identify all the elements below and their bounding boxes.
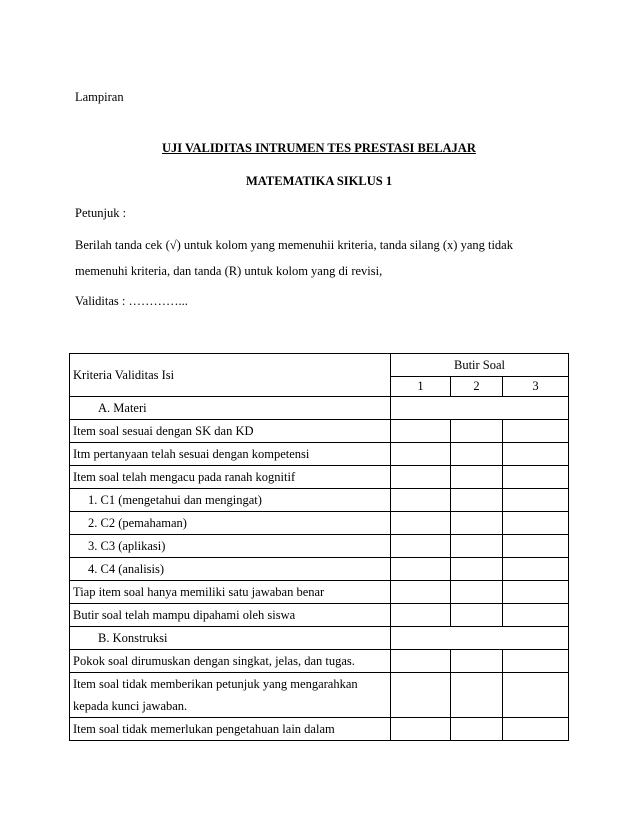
check-cell: [451, 673, 503, 718]
section-a-row: [70, 397, 569, 420]
table-row: [70, 535, 569, 558]
butir-soal-header: Butir Soal: [391, 354, 569, 377]
criteria-cell: Item soal sesuai dengan SK dan KD: [70, 420, 391, 443]
instruction-line-1: Berilah tanda cek (√) untuk kolom yang memenuhii kriteria, tanda silang (x) yang tidak: [75, 238, 513, 252]
check-cell: [391, 489, 451, 512]
sub-item-cell: 4. C4 (analisis): [70, 558, 391, 581]
instruction-line-2: memenuhi kriteria, dan tanda (R) untuk kolom yang di revisi,: [75, 264, 383, 278]
check-cell: [391, 650, 451, 673]
check-cell: [503, 650, 569, 673]
table-row: [70, 673, 569, 718]
check-cell: [391, 466, 451, 489]
check-cell: [503, 489, 569, 512]
butir-number-3: 3: [503, 377, 569, 397]
criteria-cell: Item soal telah mengacu pada ranah kognitif: [70, 466, 391, 489]
check-cell: [391, 718, 451, 741]
check-cell: [391, 604, 451, 627]
check-cell: [503, 512, 569, 535]
check-cell: [451, 489, 503, 512]
section-b-empty: [391, 627, 569, 650]
check-cell: [451, 466, 503, 489]
sub-item-cell: 1. C1 (mengetahui dan mengingat): [70, 489, 391, 512]
check-cell: [451, 420, 503, 443]
check-cell: [503, 581, 569, 604]
sub-item-cell: 3. C3 (aplikasi): [70, 535, 391, 558]
check-cell: [391, 512, 451, 535]
check-cell: [503, 466, 569, 489]
table-row: [70, 650, 569, 673]
section-a-empty: [391, 397, 569, 420]
table-row: [70, 466, 569, 489]
table-row: [70, 558, 569, 581]
petunjuk-label: Petunjuk :: [75, 206, 127, 220]
check-cell: [451, 604, 503, 627]
check-cell: [503, 420, 569, 443]
check-cell: [503, 718, 569, 741]
check-cell: [391, 443, 451, 466]
check-cell: [451, 581, 503, 604]
criteria-line-2: kepada kunci jawaban.: [73, 699, 188, 713]
lampiran-label: Lampiran: [75, 90, 124, 104]
criteria-cell: Itm pertanyaan telah sesuai dengan kompetensi: [70, 443, 391, 466]
section-b-label: B. Konstruksi: [70, 627, 391, 650]
table-row: [70, 443, 569, 466]
section-a-label: A. Materi: [70, 397, 391, 420]
check-cell: [451, 650, 503, 673]
check-cell: [451, 718, 503, 741]
check-cell: [391, 535, 451, 558]
criteria-column-header: Kriteria Validitas Isi: [70, 354, 391, 397]
check-cell: [451, 443, 503, 466]
check-cell: [451, 535, 503, 558]
check-cell: [391, 581, 451, 604]
butir-number-2: 2: [451, 377, 503, 397]
table-row: [70, 718, 569, 741]
table-row: [70, 420, 569, 443]
table-row: [70, 581, 569, 604]
check-cell: [391, 420, 451, 443]
table-row: [70, 489, 569, 512]
criteria-line-1: Item soal tidak memberikan petunjuk yang mengarahkan: [73, 677, 358, 691]
check-cell: [503, 604, 569, 627]
criteria-cell: Item soal tidak memerlukan pengetahuan lain dalam: [70, 718, 391, 741]
criteria-cell: Pokok soal dirumuskan dengan singkat, jelas, dan tugas.: [70, 650, 391, 673]
check-cell: [451, 558, 503, 581]
section-b-row: [70, 627, 569, 650]
check-cell: [391, 558, 451, 581]
check-cell: [503, 443, 569, 466]
table-header-row: [70, 354, 569, 377]
sub-item-cell: 2. C2 (pemahaman): [70, 512, 391, 535]
check-cell: [451, 512, 503, 535]
criteria-cell-two-line: [70, 673, 391, 718]
butir-number-1: 1: [391, 377, 451, 397]
check-cell: [503, 673, 569, 718]
document-title: UJI VALIDITAS INTRUMEN TES PRESTASI BELAJAR: [162, 141, 476, 155]
document-subtitle: MATEMATIKA SIKLUS 1: [246, 174, 393, 188]
table-row: [70, 512, 569, 535]
criteria-cell: Tiap item soal hanya memiliki satu jawaban benar: [70, 581, 391, 604]
check-cell: [503, 535, 569, 558]
validity-criteria-table: [69, 353, 569, 741]
check-cell: [391, 673, 451, 718]
check-cell: [503, 558, 569, 581]
criteria-cell: Butir soal telah mampu dipahami oleh siswa: [70, 604, 391, 627]
validitas-line: Validitas : …………...: [75, 294, 188, 308]
table-row: [70, 604, 569, 627]
